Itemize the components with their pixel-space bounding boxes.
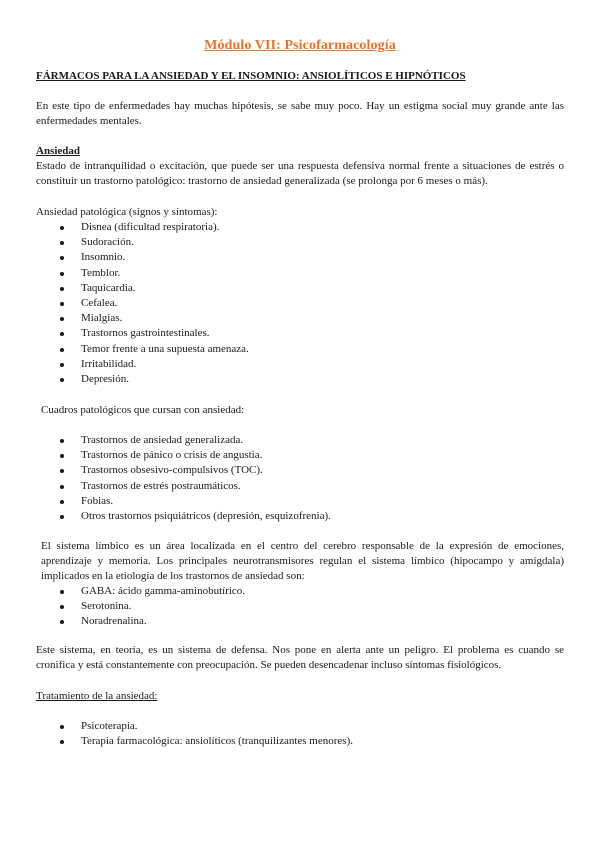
- bullet-icon: [60, 740, 64, 744]
- tratamiento-list: [60, 719, 353, 749]
- bullet-icon: [60, 485, 64, 489]
- bullet-icon: [60, 256, 64, 260]
- section-title: FÁRMACOS PARA LA ANSIEDAD Y EL INSOMNIO: ANSIOLÍTICOS E HIPNÓTICOS: [36, 70, 466, 82]
- list-item: Depresión.: [60, 372, 249, 387]
- list-item: Taquicardia.: [60, 281, 249, 296]
- neurotransmisores-list: [60, 584, 245, 630]
- list-item: Irritabilidad.: [60, 357, 249, 372]
- cuadros-label: Cuadros patológicos que cursan con ansiedad:: [41, 404, 245, 416]
- bullet-icon: [60, 348, 64, 352]
- bullet-icon: [60, 272, 64, 276]
- defensa-paragraph: Este sistema, en teoría, es un sistema de defensa. Nos pone en alerta ante un peligro. El problema es cuando se cronifica y está constantemente con preocupación. Se pueden desencadenar incluso síntomas fisiológicos.: [36, 644, 564, 672]
- list-item: GABA: ácido gamma-aminobutírico.: [60, 584, 245, 599]
- bullet-icon: [60, 605, 64, 609]
- list-item: Trastornos obsesivo-compulsivos (TOC).: [60, 463, 331, 478]
- list-item: Psicoterapia.: [60, 719, 353, 734]
- bullet-icon: [60, 725, 64, 729]
- page-title: Módulo VII: Psicofarmacología: [204, 38, 396, 53]
- list-item: Trastornos gastrointestinales.: [60, 326, 249, 341]
- list-item: Cefalea.: [60, 296, 249, 311]
- bullet-icon: [60, 363, 64, 367]
- bullet-icon: [60, 287, 64, 291]
- ansiedad-heading: Ansiedad: [36, 145, 81, 157]
- list-item: Temblor.: [60, 266, 249, 281]
- tratamiento-heading: Tratamiento de la ansiedad:: [36, 690, 158, 702]
- bullet-icon: [60, 439, 64, 443]
- limbico-paragraph: El sistema límbico es un área localizada en el centro del cerebro responsable de la expresión de emociones, aprendizaje y memoria. Los principales neurotransmisores regulan el sistema límbico (hipocampo y amígdala) implicados en la etiología de los trastornos de ansiedad son:: [41, 540, 564, 583]
- sintomas-label: Ansiedad patológica (signos y síntomas):: [36, 206, 218, 218]
- list-item: Otros trastornos psiquiátricos (depresión, esquizofrenia).: [60, 509, 331, 524]
- sintomas-list: [60, 220, 249, 387]
- bullet-icon: [60, 317, 64, 321]
- list-item: Insomnio.: [60, 250, 249, 265]
- list-item: Sudoración.: [60, 235, 249, 250]
- list-item: Serotonina.: [60, 599, 245, 614]
- list-item: Trastornos de ansiedad generalizada.: [60, 433, 331, 448]
- list-item: Noradrenalina.: [60, 614, 245, 629]
- bullet-icon: [60, 302, 64, 306]
- bullet-icon: [60, 590, 64, 594]
- list-item: Terapia farmacológica: ansiolíticos (tranquilizantes menores).: [60, 734, 353, 749]
- bullet-icon: [60, 378, 64, 382]
- bullet-icon: [60, 500, 64, 504]
- ansiedad-definition: Estado de intranquilidad o excitación, que puede ser una respuesta defensiva normal frente a situaciones de estrés o constituir un trastorno patológico: trastorno de ansiedad generalizada (se prolonga por 6 meses o más).: [36, 160, 564, 188]
- bullet-icon: [60, 515, 64, 519]
- list-item: Trastornos de estrés postraumáticos.: [60, 479, 331, 494]
- list-item: Mialgias.: [60, 311, 249, 326]
- bullet-icon: [60, 454, 64, 458]
- bullet-icon: [60, 332, 64, 336]
- bullet-icon: [60, 469, 64, 473]
- cuadros-list: [60, 433, 331, 524]
- bullet-icon: [60, 241, 64, 245]
- list-item: Disnea (dificultad respiratoria).: [60, 220, 249, 235]
- list-item: Trastornos de pánico o crisis de angustia.: [60, 448, 331, 463]
- bullet-icon: [60, 620, 64, 624]
- list-item: Fobias.: [60, 494, 331, 509]
- bullet-icon: [60, 226, 64, 230]
- list-item: Temor frente a una supuesta amenaza.: [60, 342, 249, 357]
- intro-paragraph: En este tipo de enfermedades hay muchas hipótesis, se sabe muy poco. Hay un estigma social muy grande ante las enfermedades mentales.: [36, 100, 564, 128]
